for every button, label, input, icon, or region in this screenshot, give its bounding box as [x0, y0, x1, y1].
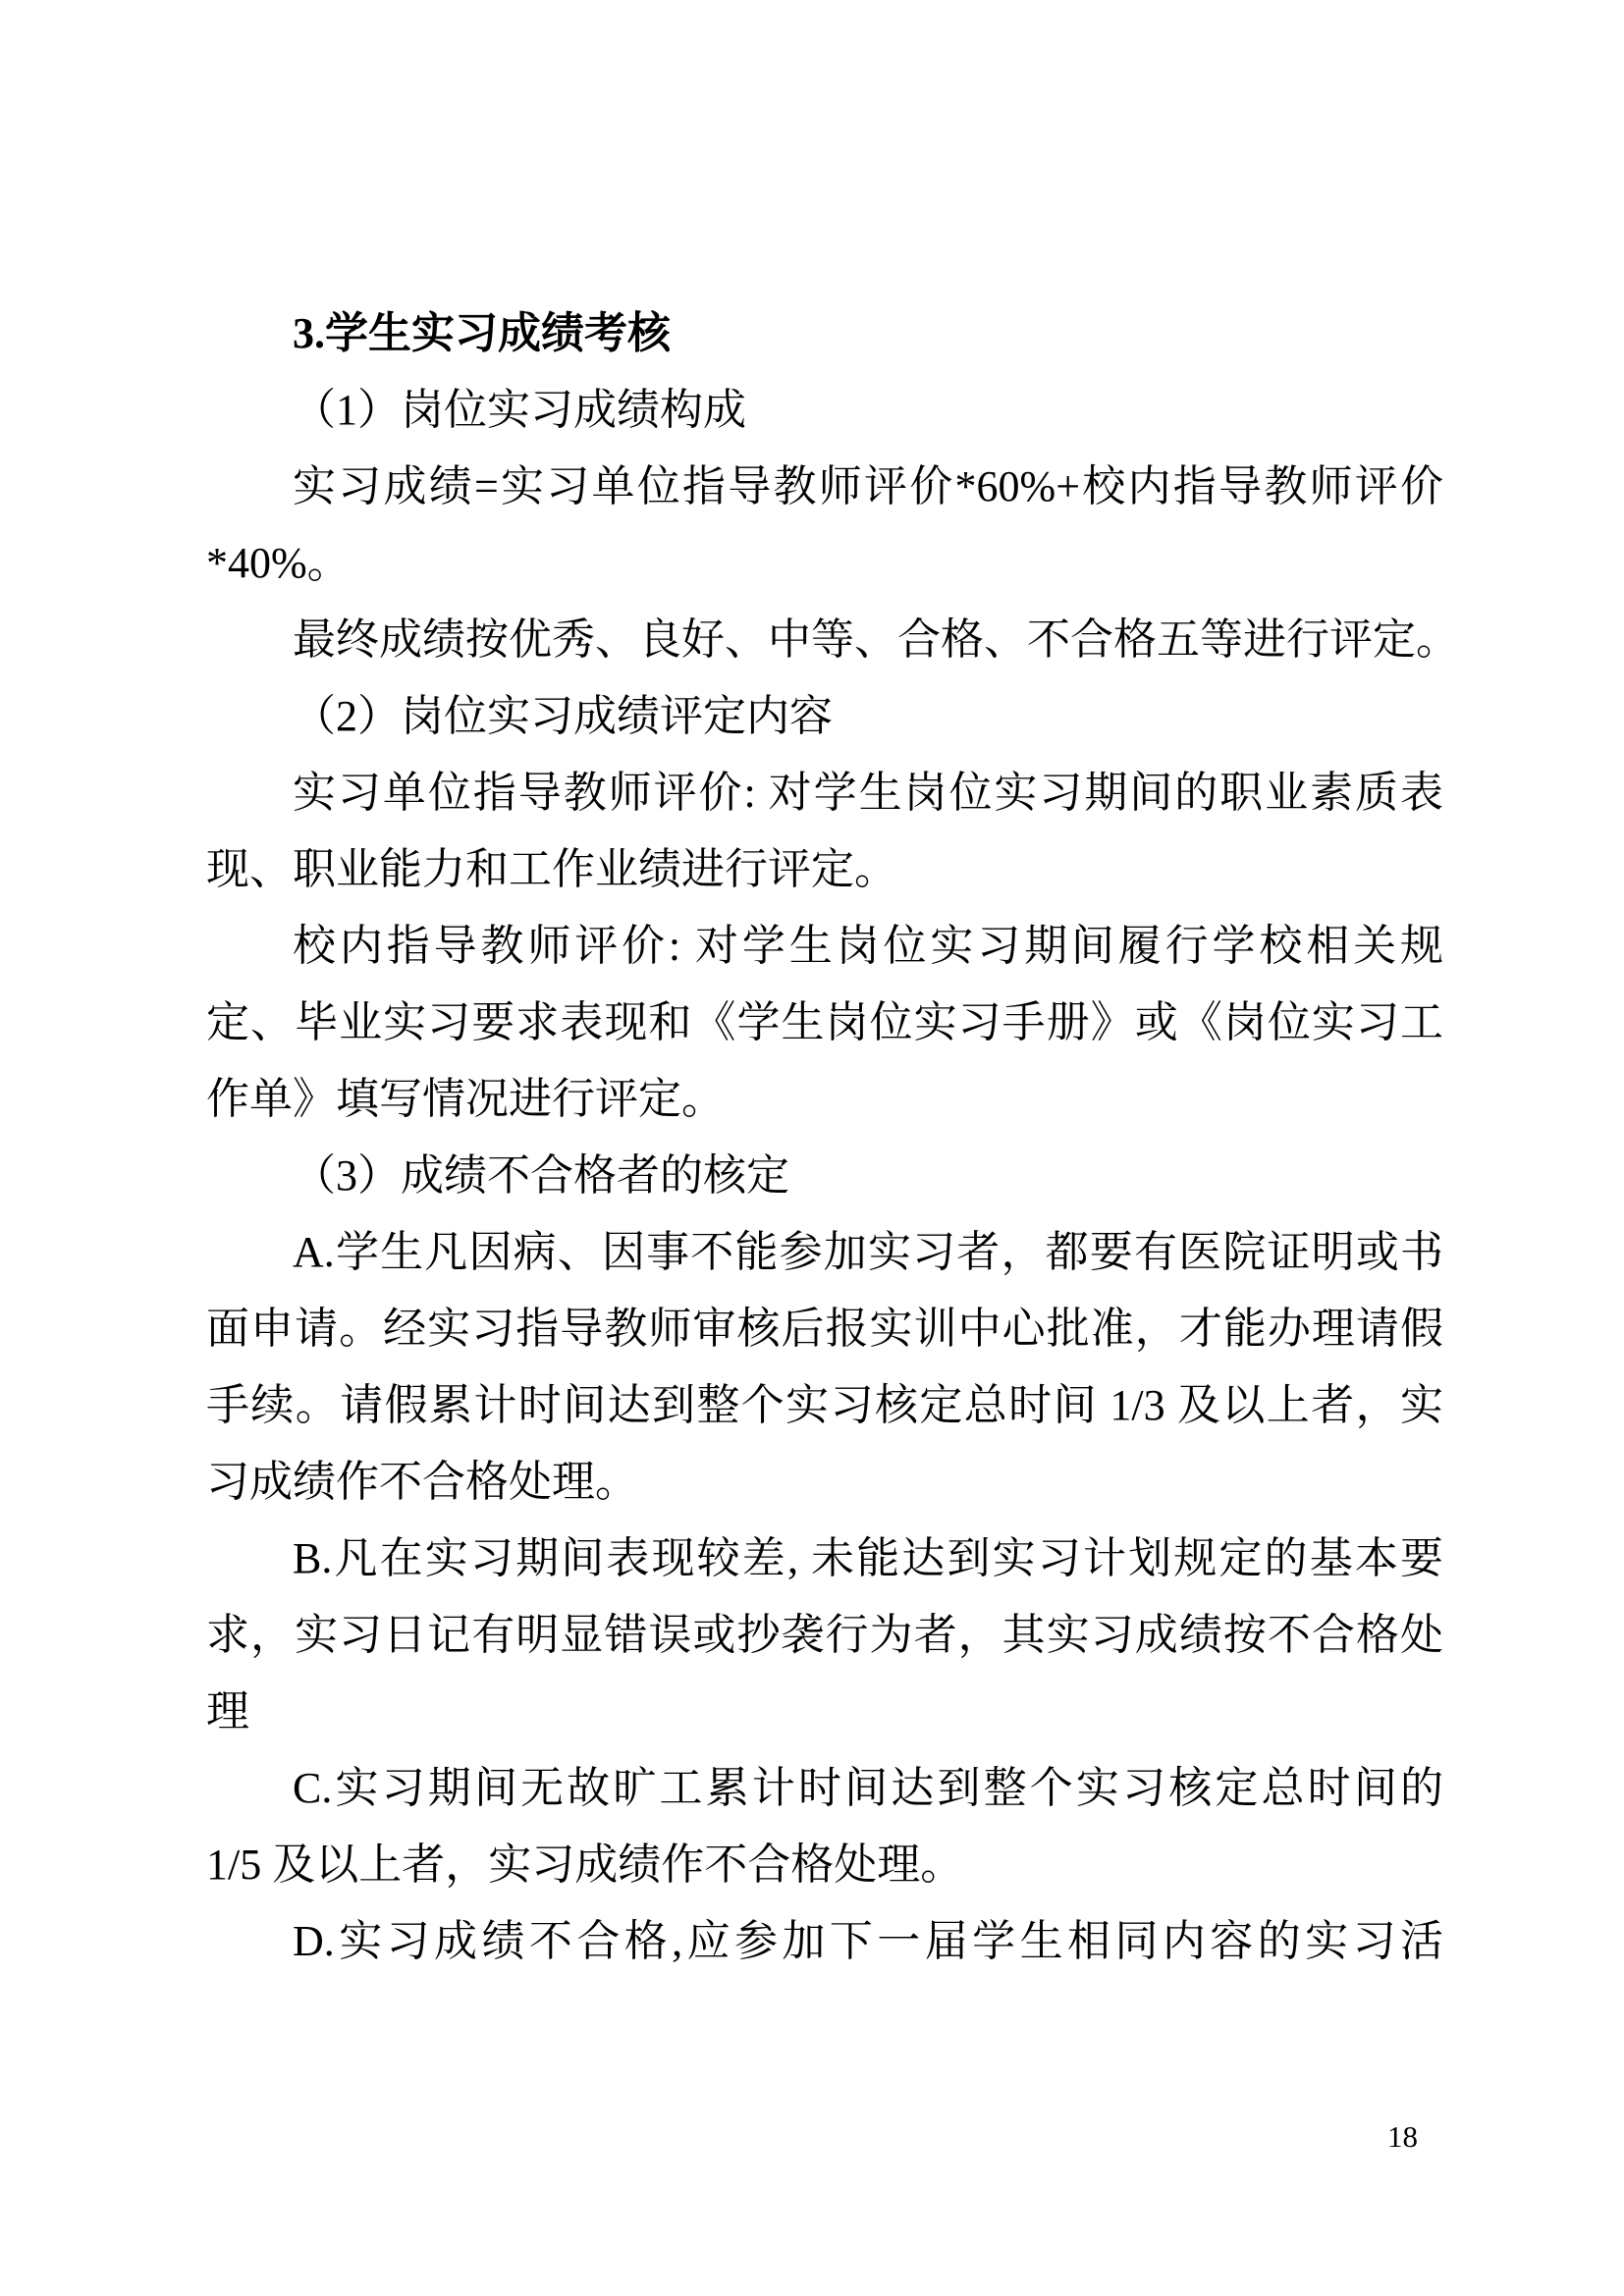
text-line: B.凡在实习期间表现较差, 未能达到实习计划规定的基本要 [293, 1534, 1443, 1582]
text-line: 实习成绩=实习单位指导教师评价*60%+校内指导教师评价 [293, 462, 1443, 510]
heading-line: 3.学生实习成绩考核 [293, 309, 671, 357]
text-line: 理 [206, 1687, 249, 1735]
text-line: （2）岗位实习成绩评定内容 [293, 692, 833, 740]
text-line: 手续。请假累计时间达到整个实习核定总时间 1/3 及以上者，实 [206, 1381, 1443, 1429]
text-line: 校内指导教师评价: 对学生岗位实习期间履行学校相关规 [293, 922, 1443, 970]
text-line: 面申请。经实习指导教师审核后报实训中心批准，才能办理请假 [206, 1305, 1443, 1353]
text-line: 求，实习日记有明显错误或抄袭行为者，其实习成绩按不合格处 [206, 1611, 1443, 1659]
text-line: （1）岗位实习成绩构成 [293, 386, 746, 434]
text-line: *40%。 [206, 539, 351, 587]
text-line: 作单》填写情况进行评定。 [206, 1075, 725, 1123]
text-line: 习成绩作不合格处理。 [206, 1458, 638, 1506]
text-line: A.学生凡因病、因事不能参加实习者，都要有医院证明或书 [293, 1228, 1443, 1276]
page-number: 18 [1387, 2119, 1418, 2154]
text-line: 定、毕业实习要求表现和《学生岗位实习手册》或《岗位实习工 [206, 998, 1443, 1046]
document-body [206, 295, 1459, 1980]
text-line: 实习单位指导教师评价: 对学生岗位实习期间的职业素质表 [293, 769, 1443, 817]
text-line: 1/5 及以上者，实习成绩作不合格处理。 [206, 1841, 964, 1889]
text-line: 最终成绩按优秀、良好、中等、合格、不合格五等进行评定。 [293, 615, 1459, 664]
text-line: D.实习成绩不合格,应参加下一届学生相同内容的实习活 [293, 1917, 1443, 1965]
text-line: C.实习期间无故旷工累计时间达到整个实习核定总时间的 [293, 1764, 1443, 1812]
text-line: （3）成绩不合格者的核定 [293, 1151, 789, 1200]
text-line: 现、职业能力和工作业绩进行评定。 [206, 845, 897, 893]
